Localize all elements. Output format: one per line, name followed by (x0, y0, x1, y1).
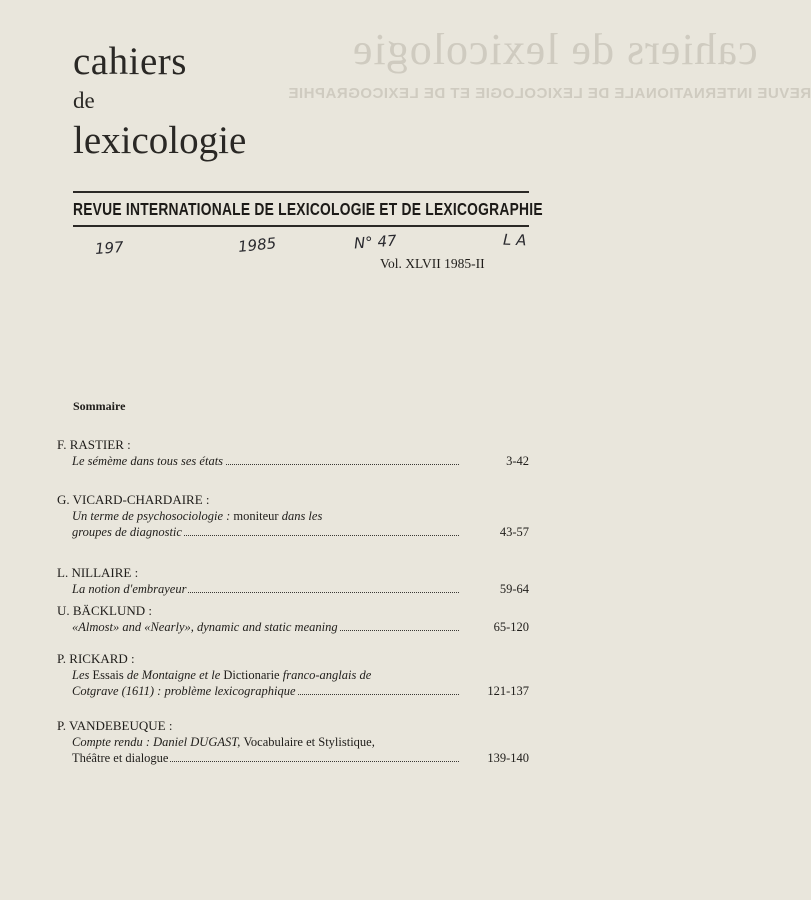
handwritten-note-number: 197 (94, 238, 125, 258)
journal-subtitle: REVUE INTERNATIONALE DE LEXICOLOGIE ET DE LEXICOGRAPHIE (73, 199, 543, 219)
masthead-lexicologie: lexicologie (73, 119, 247, 162)
contents-heading: Sommaire (73, 399, 126, 413)
toc-author: L. NILLAIRE : (57, 565, 139, 580)
toc-author: F. RASTIER : (57, 437, 131, 452)
handwritten-note-year: 1985 (237, 234, 278, 256)
toc-title-line (72, 683, 529, 699)
toc-title-line (72, 734, 529, 750)
toc-title-text: moniteur (233, 509, 282, 523)
toc-title-text: franco-anglais de (282, 668, 372, 682)
toc-title-text: , (371, 735, 375, 749)
show-through-title: cahiers de lexicologie (352, 25, 758, 74)
toc-author: P. RICKARD : (57, 651, 135, 666)
subtitle-bottom-rule (73, 225, 529, 227)
toc-title-text: Vocabulaire et Stylistique (243, 735, 372, 749)
toc-title-line (72, 453, 529, 469)
toc-title-line (72, 524, 529, 540)
toc-author: U. BÄCKLUND : (57, 603, 152, 618)
toc-title-text: Le sémème dans tous ses états (72, 454, 224, 468)
toc-title-text: Les (72, 668, 93, 682)
toc-title-text: Dictionarie (223, 668, 283, 682)
toc-title-text: Un terme de psychosociologie : (72, 509, 234, 523)
subtitle-top-rule (73, 191, 529, 193)
toc-title-text: Cotgrave (1611) : problème lexicographique (72, 684, 296, 698)
toc-title-text: Compte rendu : Daniel DUGAST, (72, 735, 244, 749)
handwritten-note-issue: N° 47 (353, 231, 398, 253)
toc-page-range: 121-137 (481, 683, 529, 699)
toc-page-range: 59-64 (494, 581, 529, 597)
toc-title-text: «Almost» and «Nearly», dynamic and static meaning (72, 620, 338, 634)
toc-page-range: 65-120 (488, 619, 529, 635)
toc-title-text: Essais (92, 668, 127, 682)
toc-title-line (72, 508, 529, 524)
masthead-cahiers: cahiers (73, 40, 187, 83)
toc-entry (57, 603, 529, 635)
toc-entry (57, 437, 529, 469)
toc-title-text: La notion d'embrayeur (72, 582, 187, 596)
toc-entry (57, 718, 529, 766)
volume-info: Vol. XLVII 1985-II (380, 256, 485, 271)
toc-title-line (72, 750, 529, 766)
toc-title-line (72, 619, 529, 635)
toc-title-text: de Montaigne et le (126, 668, 224, 682)
show-through-subtitle: REVUE INTERNATIONALE DE LEXICOLOGIE ET DE LEXICOGRAPHIE (288, 85, 811, 102)
toc-page-range: 139-140 (481, 750, 529, 766)
handwritten-note-code: L A (502, 230, 527, 250)
toc-title-text: groupes de diagnostic (72, 525, 182, 539)
toc-entry (57, 651, 529, 699)
toc-title-line (72, 667, 529, 683)
toc-title-text: Théâtre et dialogue (72, 751, 169, 765)
toc-author: P. VANDEBEUQUE : (57, 718, 173, 733)
toc-title-line (72, 581, 529, 597)
toc-title-text: dans les (281, 509, 323, 523)
toc-entry (57, 565, 529, 597)
toc-entry (57, 492, 529, 540)
toc-page-range: 43-57 (494, 524, 529, 540)
toc-page-range: 3-42 (500, 453, 529, 469)
toc-author: G. VICARD-CHARDAIRE : (57, 492, 210, 507)
masthead-de: de (73, 88, 95, 113)
